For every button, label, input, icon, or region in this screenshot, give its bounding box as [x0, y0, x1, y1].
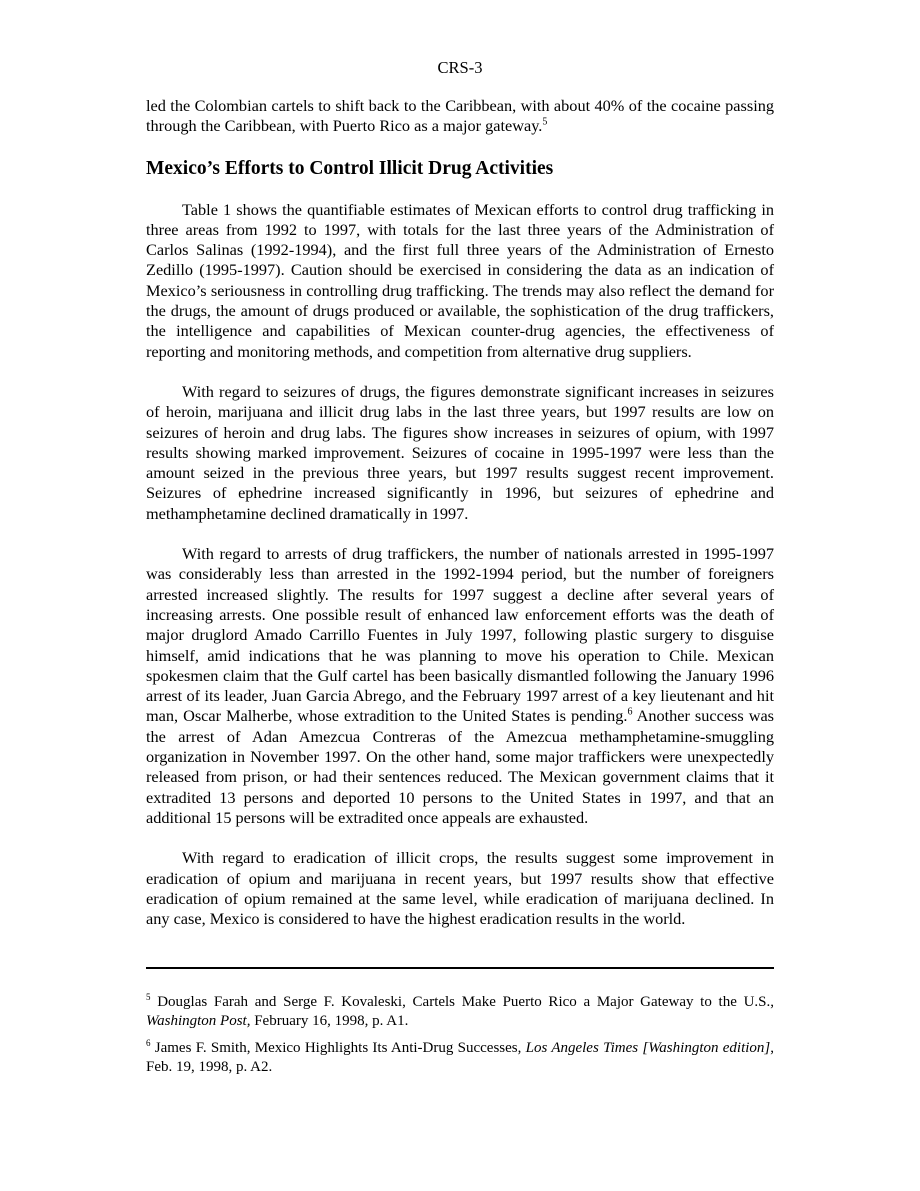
footnote-number: 6 [146, 1038, 151, 1049]
section-heading: Mexico’s Efforts to Control Illicit Drug Activities [146, 157, 554, 179]
footnote-text: James F. Smith, Mexico Highlights Its Anti-Drug Successes, [150, 1040, 526, 1057]
body-paragraph-arrests [146, 544, 774, 828]
footnote-separator [146, 967, 774, 969]
arrests-text-part-1: With regard to arrests of drug traffickers, the number of nationals arrested in 1995-1997 was considerably less than arrested in the 1992-1994 period, but the number of foreigners arrested increased slightly. The results for 1997 suggest a decline after several years of increasing arrests. One possible result of enhanced law enforcement efforts was the death of major druglord Amado Carrillo Fuentes in July 1997, following plastic surgery to disguise himself, amid indications that he was planning to move his operation to Chile. Mexican spokesmen claim that the Gulf cartel has been basically dismantled following the January 1996 arrest of its leader, Juan Garcia Abrego, and the February 1997 arrest of a key lieutenant and hit man, Oscar Malherbe, whose extradition to the United States is pending. [146, 544, 774, 726]
footnote-source: Washington Post, [146, 1013, 251, 1030]
footnote-date: , Feb. 19, 1998, p. A2. [146, 1040, 774, 1076]
page-number: CRS-3 [437, 58, 483, 77]
footnote-number: 5 [146, 992, 151, 1003]
body-paragraph-seizures: With regard to seizures of drugs, the figures demonstrate significant increases in seizures of heroin, marijuana and illicit drug labs in the last three years, but 1997 results are low on seizures of heroin and drug labs. The figures show increases in seizures of opium, with 1997 results showing marked improvement. Seizures of cocaine in 1995-1997 were less than the amount seized in the previous three years, but 1997 results suggest recent improvement. Seizures of ephedrine increased significantly in 1996, but seizures of ephedrine and methamphetamine declined dramatically in 1997. [146, 381, 774, 523]
footnotes [146, 993, 774, 1077]
document-page [146, 58, 774, 1085]
intro-paragraph [146, 96, 774, 137]
body-paragraph-table-overview: Table 1 shows the quantifiable estimates of Mexican efforts to control drug trafficking in three areas from 1992 to 1997, with totals for the last three years of the Administration of Carlos Salinas (1992-1994), and the first full three years of the Administration of Ernesto Zedillo (1995-1997). Caution should be exercised in considering the data as an indication of Mexico’s seriousness in controlling drug trafficking. The trends may also reflect the demand for the drugs, the amount of drugs produced or available, the sophistication of the drug traffickers, the intelligence and capabilities of Mexican counter-drug agencies, the effectiveness of reporting and monitoring methods, and competition from alternative drug suppliers. [146, 199, 774, 361]
footnote-6 [146, 1039, 774, 1077]
intro-paragraph-text: led the Colombian cartels to shift back to the Caribbean, with about 40% of the cocaine passing through the Caribbean, with Puerto Rico as a major gateway. [146, 96, 774, 136]
footnote-ref-5[interactable]: 5 [542, 116, 548, 128]
footnote-ref-6[interactable]: 6 [627, 707, 633, 718]
footnote-source: Los Angeles Times [Washington edition] [525, 1040, 771, 1057]
footnote-text: Douglas Farah and Serge F. Kovaleski, Cartels Make Puerto Rico a Major Gateway to the U.S., [150, 994, 774, 1011]
footnote-date: February 16, 1998, p. A1. [250, 1013, 409, 1030]
body-paragraph-eradication: With regard to eradication of illicit crops, the results suggest some improvement in eradication of opium and marijuana in recent years, but 1997 results show that effective eradication of opium remained at the same level, while eradication of marijuana declined. In any case, Mexico is considered to have the highest eradication results in the world. [146, 848, 774, 929]
arrests-text-part-2: Another success was the arrest of Adan Amezcua Contreras of the Amezcua methamphetamine-smuggling organization in November 1997. On the other hand, some major traffickers were unexpectedly released from prison, or had their sentences reduced. The Mexican government claims that it extradited 13 persons and deported 10 persons to the United States in 1997, and that an additional 15 persons will be extradited once appeals are exhausted. [146, 706, 775, 827]
footnote-5 [146, 993, 774, 1031]
